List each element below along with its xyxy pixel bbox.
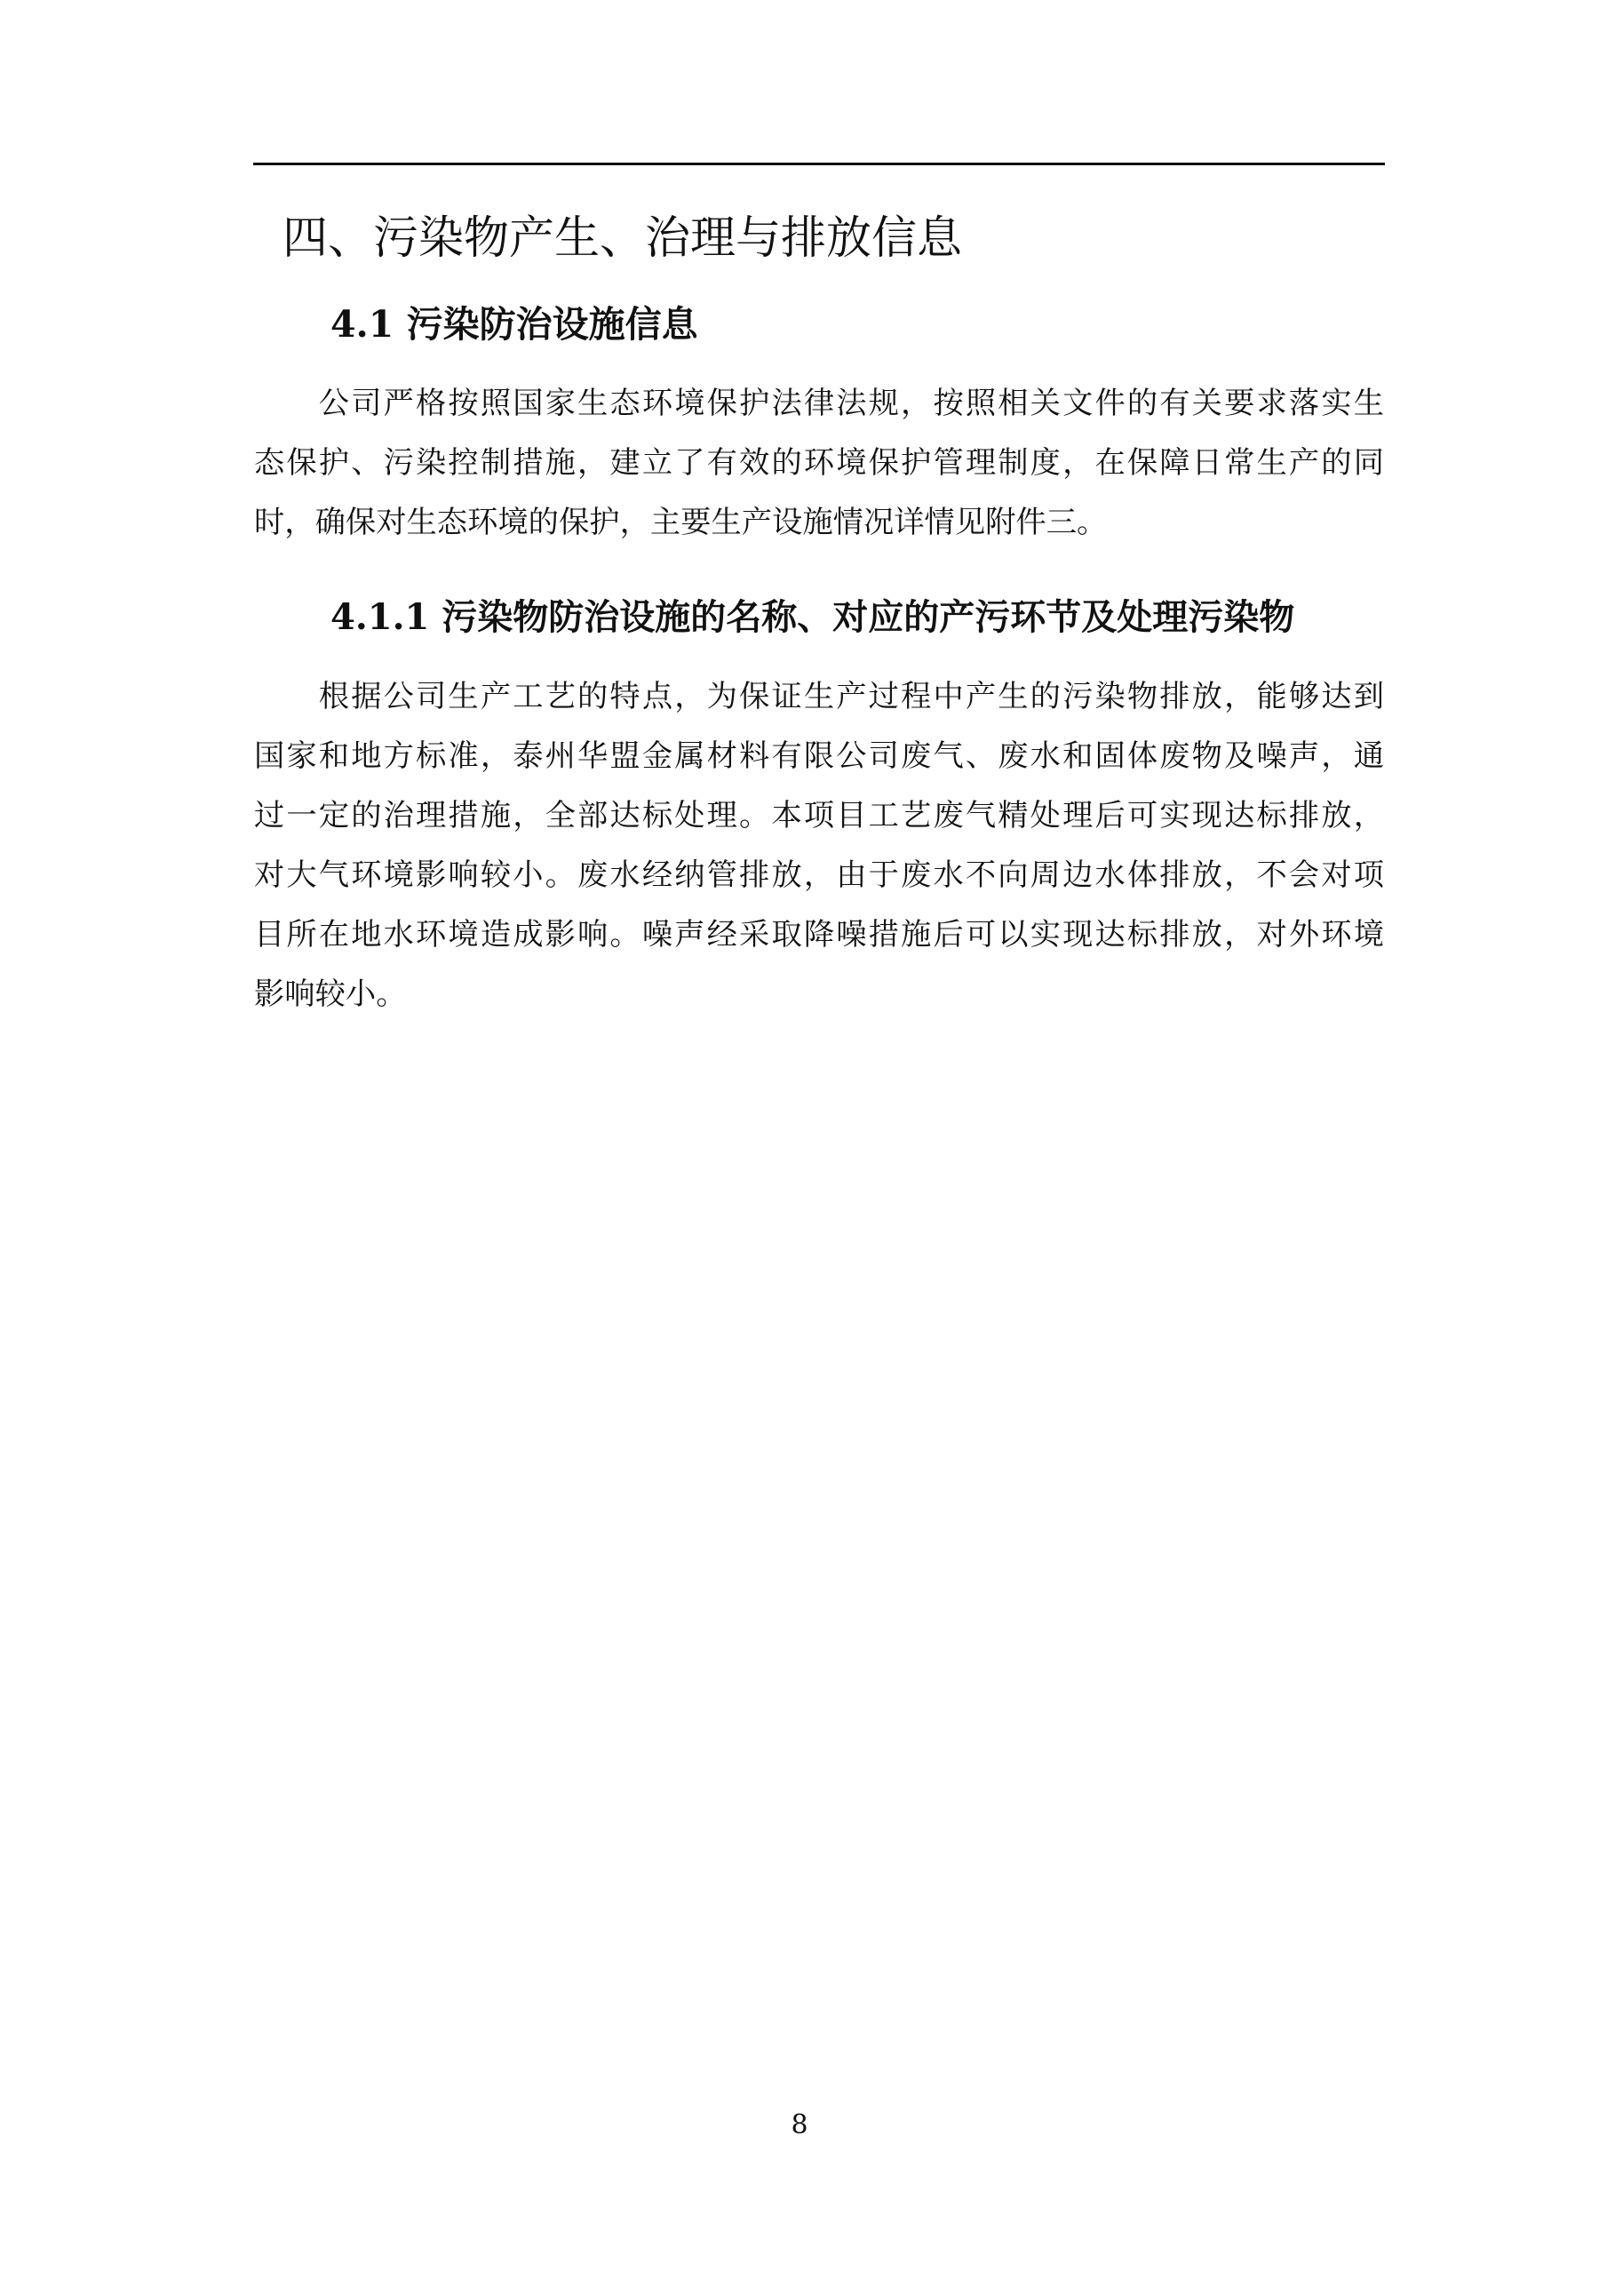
paragraph-line: 目所在地水环境造成影响。噪声经采取降噪措施后可以实现达标排放，对外环境 — [254, 917, 1384, 953]
paragraph-line: 时，确保对生态环境的保护，主要生产设施情况详情见附件三。 — [254, 505, 1108, 540]
paragraph-line: 影响较小。 — [254, 977, 407, 1012]
section-paragraph — [254, 374, 1384, 553]
paragraph-line: 对大气环境影响较小。废水经纳管排放，由于废水不向周边水体排放，不会对项 — [254, 857, 1384, 893]
chapter-title: 四、污染物产生、治理与排放信息 — [282, 212, 963, 265]
paragraph-line: 公司严格按照国家生态环境保护法律法规，按照相关文件的有关要求落实生 — [254, 386, 1384, 421]
paragraph-line: 国家和地方标准，泰州华盟金属材料有限公司废气、废水和固体废物及噪声，通 — [254, 738, 1384, 774]
paragraph-line: 过一定的治理措施，全部达标处理。本项目工艺废气精处理后可实现达标排放， — [254, 798, 1384, 833]
paragraph-line: 根据公司生产工艺的特点，为保证生产过程中产生的污染物排放，能够达到 — [254, 679, 1384, 714]
page-number: 8 — [791, 2109, 808, 2141]
subsection-title: 4.1.1 污染物防治设施的名称、对应的产污环节及处理污染物 — [330, 596, 1295, 638]
section-title: 4.1 污染防治设施信息 — [330, 303, 698, 346]
header-rule — [253, 163, 1385, 165]
subsection-paragraph — [254, 667, 1384, 1024]
paragraph-line: 态保护、污染控制措施，建立了有效的环境保护管理制度，在保障日常生产的同 — [254, 445, 1384, 481]
